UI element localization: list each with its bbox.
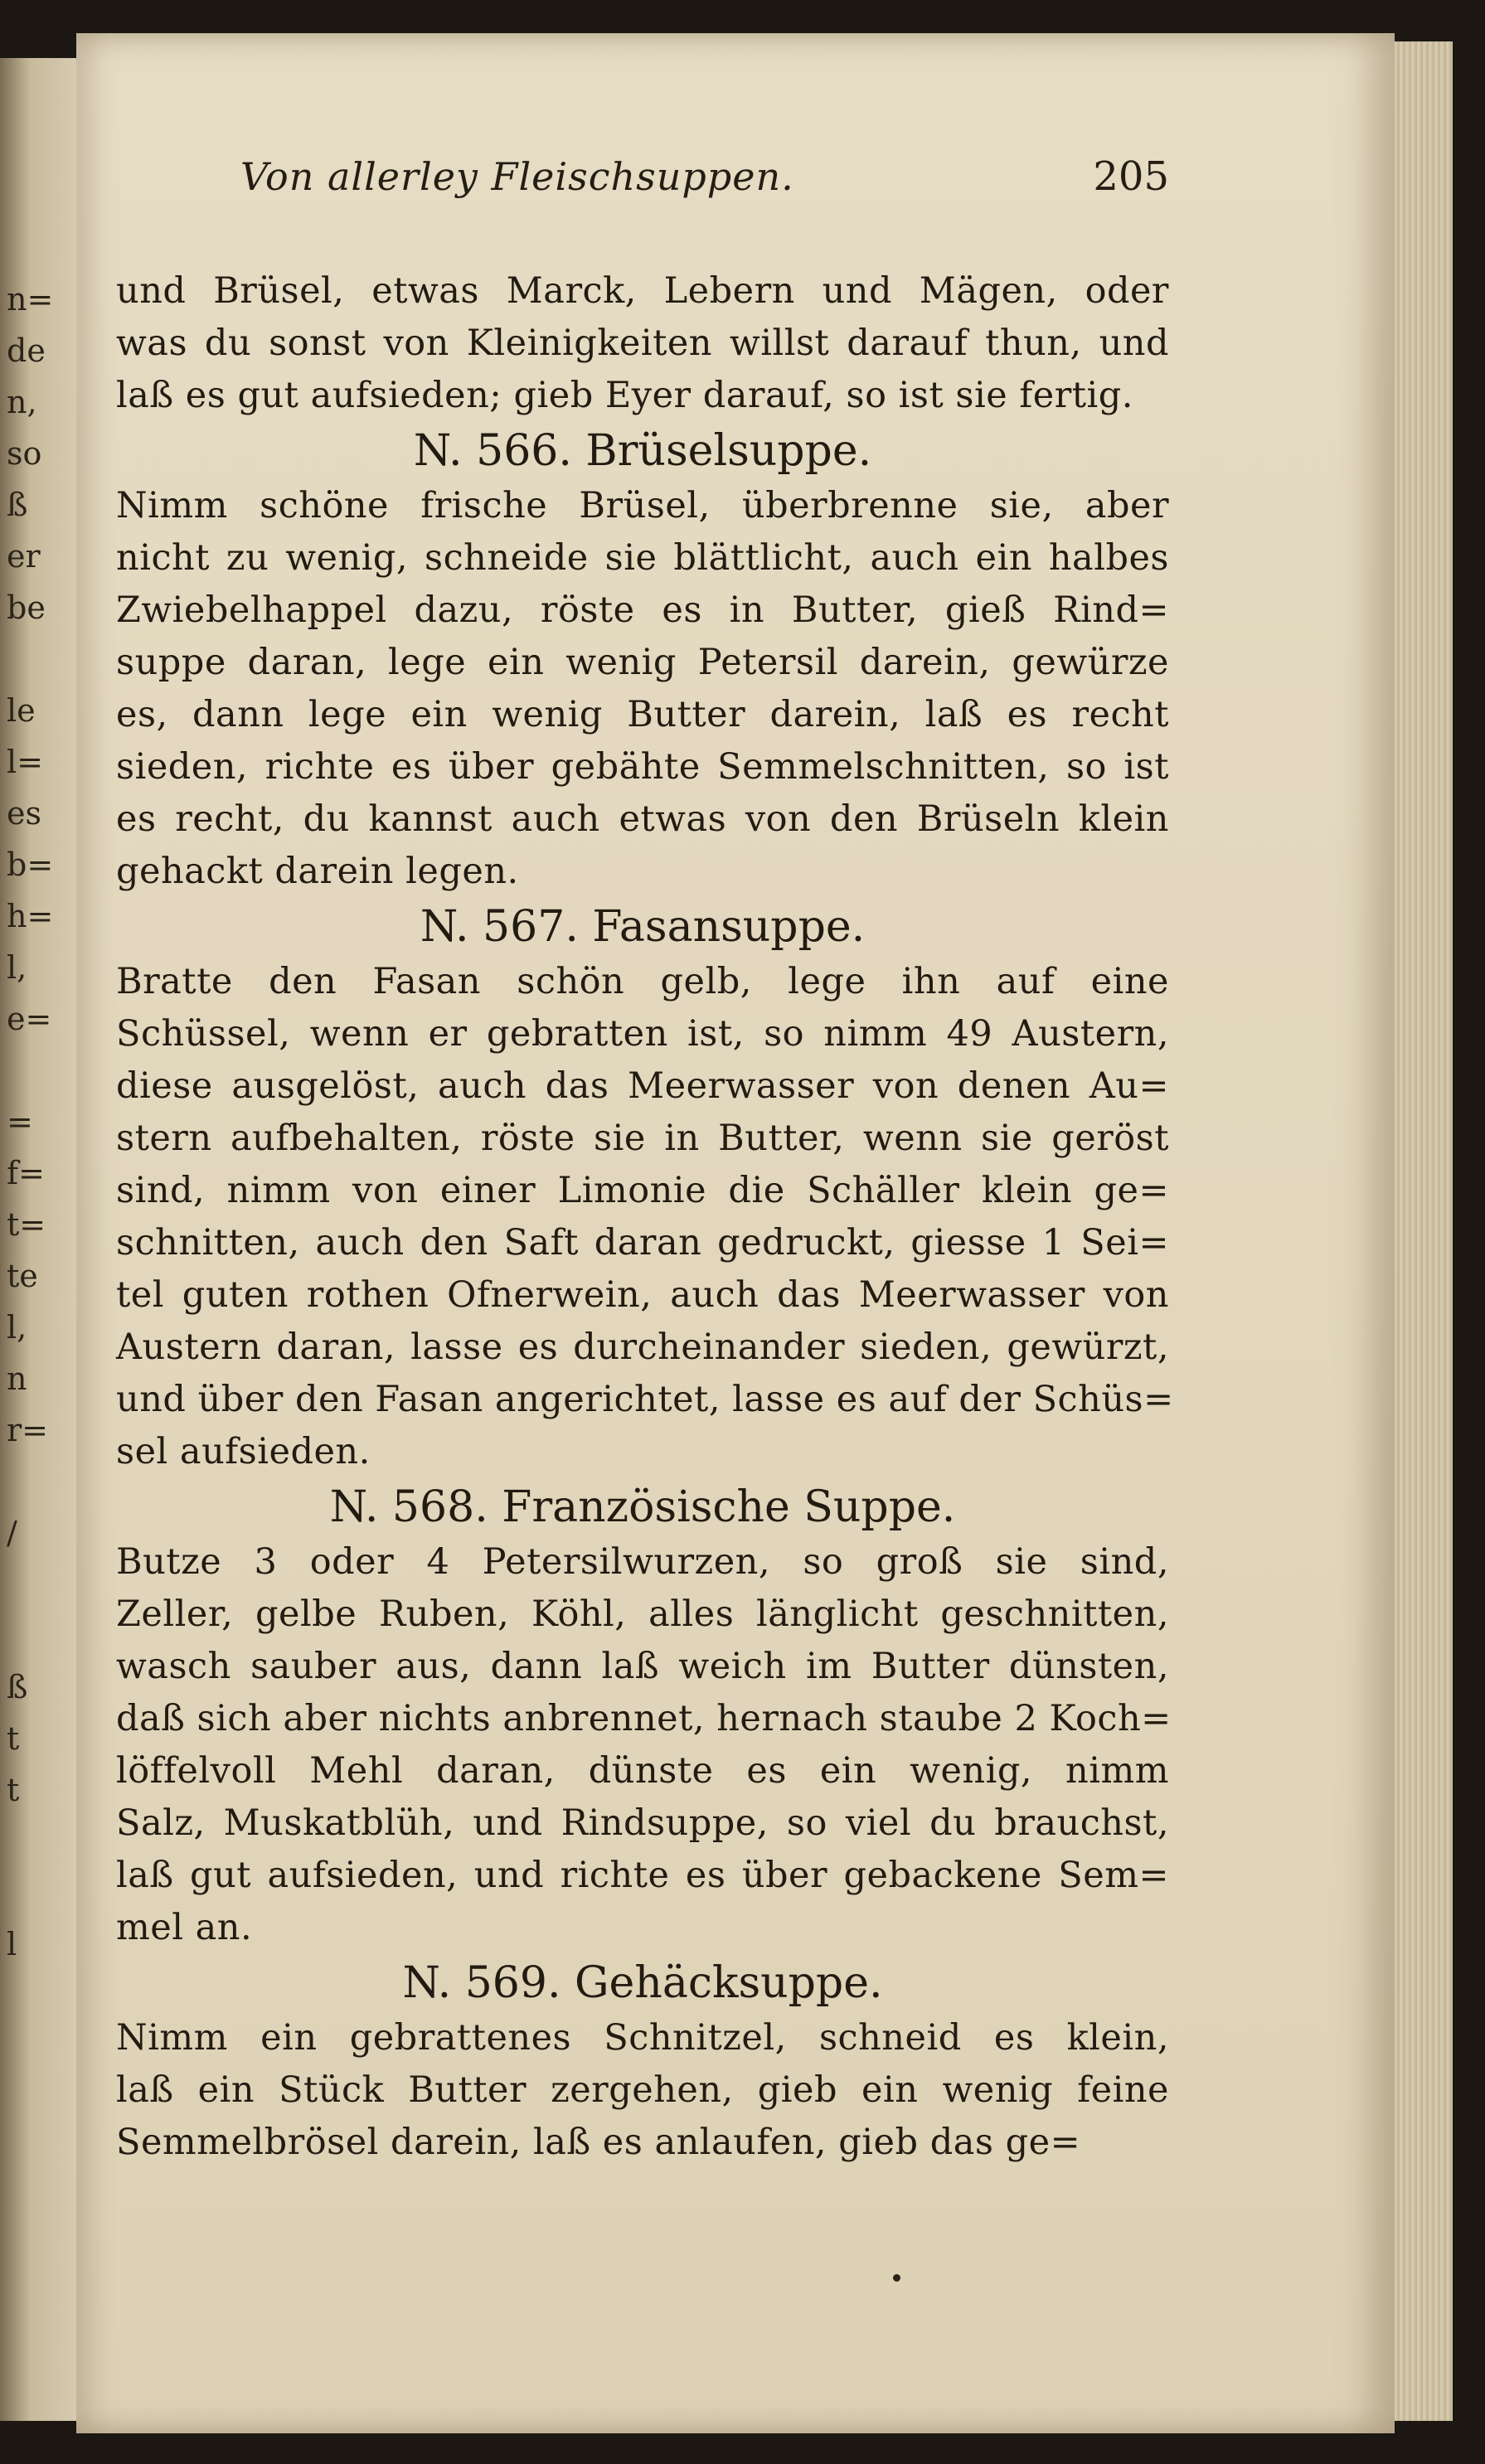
text-line: mel an. [116,1907,253,1948]
paragraph-continuation [116,265,1169,422]
text-line: schnitten, auch den Saft daran gedruckt, giesse 1 Sei= [116,1222,1169,1264]
text-line: Butze 3 oder 4 Petersilwurzen, so groß sie sind, [116,1541,1169,1583]
text-line: nicht zu wenig, schneide sie blättlicht, auch ein halbes [116,537,1169,579]
text-line: laß es gut aufsieden; gieb Eyer darauf, so ist sie fertig. [116,375,1133,416]
facing-page-fragment [7,1816,65,1867]
text-line: Zeller, gelbe Ruben, Köhl, alles länglicht geschnitten, [116,1593,1169,1635]
ink-dot [893,2274,900,2282]
page-header [240,153,1169,200]
text-line: stern aufbehalten, röste sie in Butter, wenn sie geröst [116,1118,1169,1159]
text-line: es, dann lege ein wenig Butter darein, laß es recht [116,694,1169,735]
page-block-edge [1395,41,1453,2421]
text-line: Schüssel, wenn er gebratten ist, so nimm 49 Austern, [116,1013,1169,1055]
text-line: und Brüsel, etwas Marck, Lebern und Mägen, oder [116,270,1169,312]
recipe-heading-567: N. 567. Fasansuppe. [420,902,866,952]
facing-page-fragment: de [7,332,46,369]
facing-page-fragments [7,274,65,1970]
facing-page-fragment: r= [7,1412,49,1448]
text-line: Zwiebelhappel dazu, röste es in Butter, gieß Rind= [116,589,1169,631]
facing-page-fragment: / [7,1515,17,1551]
text-line: Nimm ein gebrattenes Schnitzel, schneid es klein, [116,2017,1169,2059]
facing-page-fragment: ß [7,487,28,523]
facing-page-fragment: = [7,1103,33,1140]
page-text [116,265,1174,2169]
recipe-566-text [116,480,1169,898]
facing-page-fragment: l= [7,744,43,780]
text-line: Semmelbrösel darein, laß es anlaufen, gieb das ge= [116,2122,1081,2163]
facing-page-fragment: e= [7,1001,52,1037]
facing-page-fragment: l [7,1926,17,1962]
text-line: tel guten rothen Ofnerwein, auch das Meerwasser von [116,1274,1169,1316]
facing-page-fragment: ß [7,1669,28,1705]
facing-page-fragment [7,633,65,685]
facing-page-edge [0,58,79,2421]
facing-page-fragment: so [7,435,42,472]
facing-page-fragment [7,1559,65,1610]
facing-page-fragment: be [7,589,46,626]
text-line: Austern daran, lasse es durcheinander sieden, gewürzt, [116,1327,1169,1368]
recipe-569-text [116,2012,1169,2169]
recipe-568-text [116,1536,1172,1954]
facing-page-fragment: h= [7,898,54,934]
text-line: daß sich aber nichts anbrennet, hernach staube 2 Koch= [116,1698,1172,1739]
facing-page-fragment [7,1610,65,1661]
text-line: löffelvoll Mehl daran, dünste es ein wenig, nimm [116,1750,1169,1792]
facing-page-fragment: es [7,795,41,832]
text-line: suppe daran, lege ein wenig Petersil darein, gewürze [116,642,1169,683]
text-line: Salz, Muskatblüh, und Rindsuppe, so viel du brauchst, [116,1802,1169,1844]
facing-page-fragment: l, [7,949,27,986]
text-line: es recht, du kannst auch etwas von den Brüseln klein [116,798,1169,840]
text-line: Nimm schöne frische Brüsel, überbrenne sie, aber [116,485,1169,526]
text-line: sieden, richte es über gebähte Semmelschnitten, so ist [116,746,1169,788]
facing-page-fragment [7,1456,65,1507]
facing-page-fragment: n, [7,384,37,420]
facing-page-fragment: t= [7,1206,46,1243]
text-line: sind, nimm von einer Limonie die Schäller klein ge= [116,1170,1169,1211]
facing-page-fragment: er [7,538,41,575]
page-number: 205 [1093,153,1169,200]
running-head: Von allerley Fleischsuppen. [240,154,794,199]
facing-page-fragment: te [7,1258,38,1294]
text-line: wasch sauber aus, dann laß weich im Butter dünsten, [116,1646,1169,1687]
text-line: was du sonst von Kleinigkeiten willst darauf thun, und [116,323,1169,364]
text-line: laß gut aufsieden, und richte es über gebackene Sem= [116,1855,1169,1896]
facing-page-fragment: t [7,1772,20,1808]
text-line: laß ein Stück Butter zergehen, gieb ein wenig feine [116,2069,1169,2111]
facing-page-fragment [7,1045,65,1096]
text-line: gehackt darein legen. [116,851,519,892]
facing-page-fragment [7,1867,65,1918]
recipe-heading-568: N. 568. Französische Suppe. [329,1482,956,1532]
facing-page-fragment: l, [7,1309,27,1346]
text-line: sel aufsieden. [116,1431,371,1472]
facing-page-fragment: le [7,692,36,729]
facing-page-fragment: n= [7,281,54,318]
recipe-567-text [116,956,1174,1478]
facing-page-fragment: t [7,1720,20,1757]
text-line: Bratte den Fasan schön gelb, lege ihn auf eine [116,961,1169,1002]
recipe-heading-569: N. 569. Gehäcksuppe. [402,1958,883,2008]
facing-page-fragment: b= [7,846,54,883]
facing-page-fragment: n [7,1361,27,1397]
recipe-heading-566: N. 566. Brüselsuppe. [413,426,872,476]
text-line: und über den Fasan angerichtet, lasse es auf der Schüs= [116,1379,1174,1420]
text-line: diese ausgelöst, auch das Meerwasser von denen Au= [116,1065,1169,1107]
facing-page-fragment: f= [7,1155,45,1191]
